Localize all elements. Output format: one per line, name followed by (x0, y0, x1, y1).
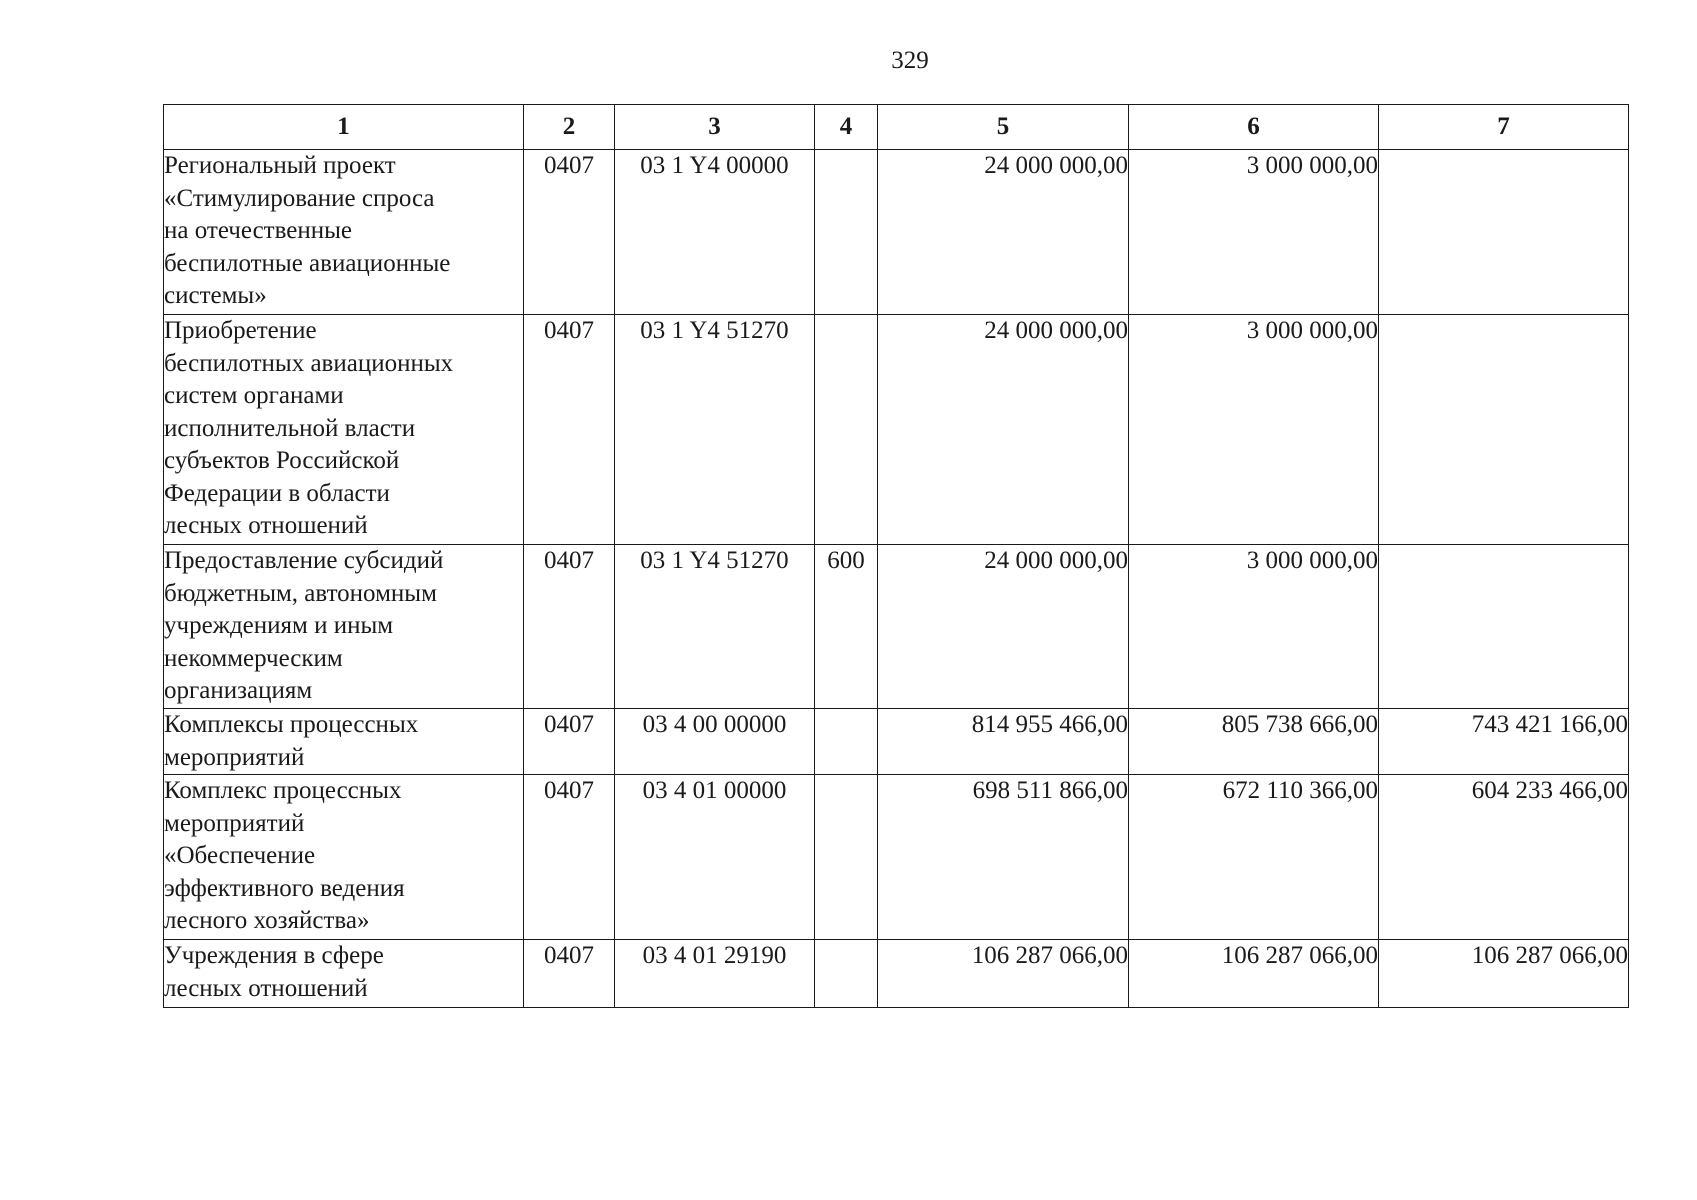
expense-type-cell (815, 940, 878, 1008)
header-row (164, 105, 1629, 150)
row-name-line: бюджетным, автономным (164, 579, 437, 607)
expense-type-cell (815, 709, 878, 775)
amount-2-cell: 3 000 000,00 (1129, 545, 1379, 709)
row-name-line: учреждениям и иным (164, 612, 394, 639)
amount-1-cell: 106 287 066,00 (878, 940, 1129, 1008)
row-name-line: лесных отношений (164, 512, 368, 539)
target-article-cell: 03 1 Y4 00000 (615, 150, 815, 315)
row-name-line: Комплекс процессных (164, 777, 402, 804)
row-name-line: на отечественные (164, 217, 353, 244)
row-name-line: некоммерческим (164, 644, 343, 672)
target-article-cell: 03 4 01 00000 (615, 775, 815, 940)
amount-2-cell: 805 738 666,00 (1129, 709, 1379, 775)
table-row (164, 940, 1629, 1008)
amount-2-cell: 3 000 000,00 (1129, 315, 1379, 545)
row-name-line: субъектов Российской (164, 447, 400, 474)
amount-1-cell: 24 000 000,00 (878, 150, 1129, 315)
amount-1-cell: 698 511 866,00 (878, 775, 1129, 940)
row-name-line: системы» (164, 282, 267, 309)
row-name-cell (164, 545, 524, 709)
expense-type-cell (815, 150, 878, 315)
amount-2-cell: 672 110 366,00 (1129, 775, 1379, 940)
table-row (164, 775, 1629, 940)
column-header-7: 7 (1379, 105, 1629, 150)
table-row (164, 545, 1629, 709)
table-row (164, 315, 1629, 545)
amount-3-cell: 106 287 066,00 (1379, 940, 1629, 1008)
row-name-cell (164, 315, 524, 545)
page-number: 329 (891, 47, 929, 74)
expense-type-cell (815, 315, 878, 545)
row-name-line: беспилотные авиационные (164, 249, 451, 277)
section-code-cell: 0407 (524, 775, 615, 940)
column-header-5: 5 (878, 105, 1129, 150)
target-article-cell: 03 1 Y4 51270 (615, 545, 815, 709)
amount-1-cell: 814 955 466,00 (878, 709, 1129, 775)
section-code-cell: 0407 (524, 709, 615, 775)
amount-3-cell: 743 421 166,00 (1379, 709, 1629, 775)
amount-3-cell (1379, 150, 1629, 315)
column-header-4: 4 (815, 105, 878, 150)
row-name-line: эффективного ведения (164, 874, 405, 902)
budget-table (163, 104, 1629, 1008)
row-name-cell (164, 709, 524, 775)
row-name-line: «Обеспечение (164, 842, 316, 869)
row-name-line: Приобретение (164, 317, 317, 344)
row-name-line: Предоставление субсидий (164, 547, 444, 574)
table-row (164, 709, 1629, 775)
amount-3-cell (1379, 315, 1629, 545)
row-name-line: систем органами (164, 382, 344, 409)
section-code-cell: 0407 (524, 940, 615, 1008)
amount-1-cell: 24 000 000,00 (878, 545, 1129, 709)
amount-1-cell: 24 000 000,00 (878, 315, 1129, 545)
section-code-cell: 0407 (524, 150, 615, 315)
row-name-line: мероприятий (164, 743, 305, 771)
amount-2-cell: 106 287 066,00 (1129, 940, 1379, 1008)
row-name-line: беспилотных авиационных (164, 349, 454, 377)
row-name-line: организациям (164, 677, 313, 704)
amount-3-cell: 604 233 466,00 (1379, 775, 1629, 940)
row-name-line: мероприятий (164, 809, 305, 837)
row-name-line: исполнительной власти (164, 414, 416, 442)
target-article-cell: 03 1 Y4 51270 (615, 315, 815, 545)
column-header-3: 3 (615, 105, 815, 150)
row-name-cell (164, 150, 524, 315)
column-header-6: 6 (1129, 105, 1379, 150)
column-header-2: 2 (524, 105, 615, 150)
section-code-cell: 0407 (524, 545, 615, 709)
row-name-cell (164, 775, 524, 940)
amount-2-cell: 3 000 000,00 (1129, 150, 1379, 315)
section-code-cell: 0407 (524, 315, 615, 545)
row-name-line: Федерации в области (164, 479, 390, 507)
row-name-line: «Стимулирование спроса (164, 184, 435, 212)
expense-type-cell: 600 (815, 545, 878, 709)
row-name-line: Комплексы процессных (164, 711, 419, 738)
row-name-line: Учреждения в сфере (164, 942, 384, 969)
row-name-line: Региональный проект (164, 152, 396, 179)
target-article-cell: 03 4 00 00000 (615, 709, 815, 775)
target-article-cell: 03 4 01 29190 (615, 940, 815, 1008)
row-name-cell (164, 940, 524, 1008)
row-name-line: лесных отношений (164, 974, 368, 1002)
expense-type-cell (815, 775, 878, 940)
table-row (164, 150, 1629, 315)
column-header-1: 1 (164, 105, 524, 150)
amount-3-cell (1379, 545, 1629, 709)
row-name-line: лесного хозяйства» (164, 907, 370, 934)
